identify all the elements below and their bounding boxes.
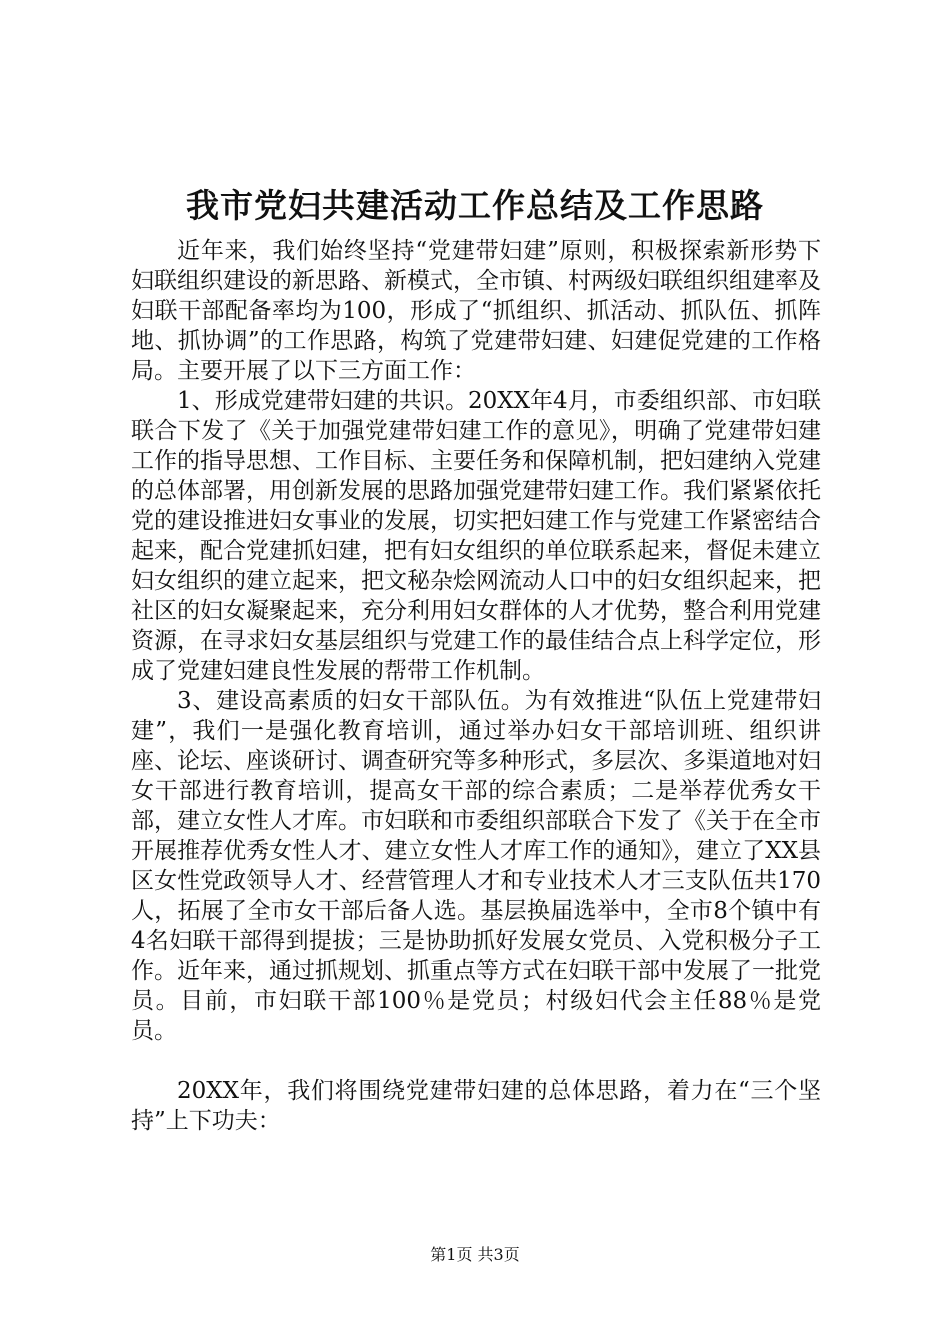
document-title: 我市党妇共建活动工作总结及工作思路: [186, 186, 764, 225]
paragraph-item-1: 1、形成党建带妇建的共识。20XX年4月，市委组织部、市妇联联合下发了《关于加强党建带妇建工作的意见》，明确了党建带妇建工作的指导思想、工作目标、主要任务和保障机制，把妇建纳入党建的总体部署，用创新发展的思路加强党建带妇建工作。我们紧紧依托党的建设推进妇女事业的发展，切实把妇建工作与党建工作紧密结合起来，配合党建抓妇建，把有妇女组织的单位联系起来，督促未建立妇女组织的建立起来，把文秘杂烩网流动人口中的妇女组织起来，把社区的妇女凝聚起来，充分利用妇女群体的人才优势，整合利用党建资源，在寻求妇女基层组织与党建工作的最佳结合点上科学定位，形成了党建妇建良性发展的帮带工作机制。: [131, 388, 821, 684]
page-number-footer: 第1页 共3页: [430, 1245, 520, 1264]
paragraph-plan: 20XX年，我们将围绕党建带妇建的总体思路，着力在“三个坚持”上下功夫：: [131, 1078, 821, 1134]
paragraph-intro: 近年来，我们始终坚持“党建带妇建”原则，积极探索新形势下妇联组织建设的新思路、新模式，全市镇、村两级妇联组织组建率及妇联干部配备率均为100，形成了“抓组织、抓活动、抓队伍、抓阵地、抓协调”的工作思路，构筑了党建带妇建、妇建促党建的工作格局。主要开展了以下三方面工作：: [131, 238, 821, 384]
document-body: [131, 236, 821, 1136]
paragraph-item-3: 3、建设高素质的妇女干部队伍。为有效推进“队伍上党建带妇建”，我们一是强化教育培训，通过举办妇女干部培训班、组织讲座、论坛、座谈研讨、调查研究等多种形式，多层次、多渠道地对妇女干部进行教育培训，提高女干部的综合素质；二是举荐优秀女干部，建立女性人才库。市妇联和市委组织部联合下发了《关于在全市开展推荐优秀女性人才、建立女性人才库工作的通知》，建立了XX县区女性党政领导人才、经营管理人才和专业技术人才三支队伍共170人，拓展了全市女干部后备人选。基层换届选举中，全市8个镇中有4名妇联干部得到提拔；三是协助抓好发展女党员、入党积极分子工作。近年来，通过抓规划、抓重点等方式在妇联干部中发展了一批党员。目前，市妇联干部100％是党员；村级妇代会主任88％是党员。: [131, 688, 821, 1044]
paragraph-gap: [131, 1046, 821, 1076]
